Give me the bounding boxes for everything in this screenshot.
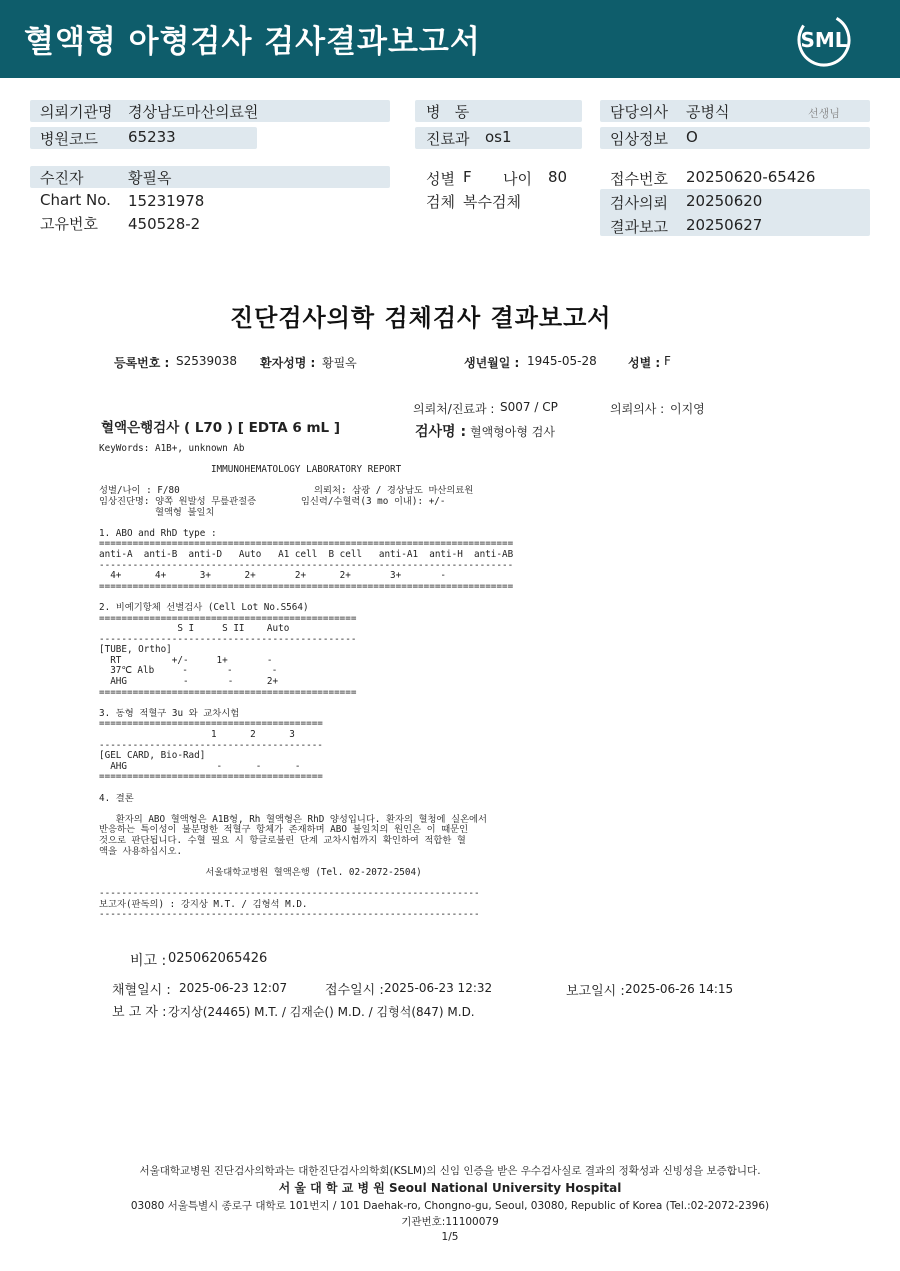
collect-label: 채혈일시 : [112,983,171,998]
remark-label: 비고 : [130,953,167,969]
test-code: 혈액은행검사 ( L70 ) [ EDTA 6 mL ] [101,420,341,436]
dob-label: 생년월일 : [464,356,520,370]
report-sex-label: 성별 : [628,356,661,370]
sex-label: 성별 [426,170,455,188]
dept-value: os1 [485,128,512,146]
uid-label: 고유번호 [40,215,98,233]
reported-value: 2025-06-26 14:15 [625,982,734,996]
report-label: 결과보고 [610,218,668,236]
doctor-suffix: 선생님 [808,107,840,120]
footer-address: 03080 서울특별시 종로구 대학로 101번지 / 101 Daehak-ro, Chongno-gu, Seoul, 03080, Republic of Korea (Tel.:02-2072-2396) [130,1200,770,1212]
report-sex-value: F [664,354,671,368]
reporter-value: 강지상(24465) M.T. / 김재순() M.D. / 김형석(847) M.D. [168,1005,475,1019]
age-label: 나이 [503,170,532,188]
report-value: 20250627 [686,216,763,234]
page-number: 1/5 [441,1231,459,1243]
specimen-value: 복수검체 [463,193,521,211]
institution-value: 경상남도마산의료원 [128,103,259,121]
reported-label: 보고일시 : [566,984,625,999]
reporter-label: 보 고 자 : [112,1005,167,1020]
specimen-label: 검체 [426,193,455,211]
dept-label: 진료과 [426,130,470,148]
footer-institution-number: 기관번호:11100079 [401,1216,499,1228]
hospital-code-value: 65233 [128,128,176,146]
request-label: 검사의뢰 [610,194,668,212]
footer-certification: 서울대학교병원 진단검사의학과는 대한진단검사의학회(KSLM)의 신임 인증을 받은 우수검사실로 결과의 정확성과 신빙성을 보증합니다. [139,1165,761,1177]
request-value: 20250620 [686,192,763,210]
test-name-value: 혈액형아형 검사 [470,425,555,439]
sml-logo [796,12,852,68]
uid-value: 450528-2 [128,215,201,233]
referral-label: 의뢰처/진료과 : [413,402,495,416]
doctor-label: 담당의사 [610,103,668,121]
age-value: 80 [548,168,568,186]
patient-label: 수진자 [40,169,84,187]
sex-value: F [463,168,472,186]
receipt-label: 접수번호 [610,170,668,188]
reg-label: 등록번호 : [114,356,170,370]
received-label: 접수일시 : [325,983,384,998]
ref-doctor-label: 의뢰의사 : [610,402,665,416]
patient-value: 황필옥 [128,169,172,187]
patient-row-bg [30,166,390,188]
doctor-value: 공병식 [686,103,730,121]
ref-doctor-value: 이지영 [670,402,705,416]
name-label: 환자성명 : [260,356,316,370]
dob-value: 1945-05-28 [527,354,597,368]
test-name-label: 검사명 : [415,424,467,440]
collect-value: 2025-06-23 12:07 [179,981,288,995]
ward-label: 병 동 [426,103,470,121]
clinical-label: 임상정보 [610,130,668,148]
page-title: 혈액형 아형검사 검사결과보고서 [24,24,481,60]
institution-label: 의뢰기관명 [40,103,113,121]
header-bar [0,0,900,78]
hospital-code-label: 병원코드 [40,130,98,148]
clinical-value: O [686,128,698,146]
chart-value: 15231978 [128,192,205,210]
chart-label: Chart No. [40,191,111,209]
name-value: 황필옥 [322,356,357,370]
logo-text: SML [800,28,848,52]
received-value: 2025-06-23 12:32 [384,981,493,995]
report-title: 진단검사의학 검체검사 결과보고서 [230,304,612,332]
referral-value: S007 / CP [500,400,558,414]
footer-hospital-name: 서 울 대 학 교 병 원 Seoul National University Hospital [278,1181,622,1195]
remark-value: 025062065426 [168,951,268,966]
reg-value: S2539038 [176,354,238,368]
lab-report-body: KeyWords: A1B+, unknown Ab IMMUNOHEMATOLOGY LABORATORY REPORT 성별/나이 : F/80 의뢰처: 삼광 / 경상남도 마산의료원 임상진단명: 양쪽 원발성 무릎관절증 임신력/수혈력(3 mo 이내): +/- 혈액형 불일치 1. ABO and RhD type : ========================================================================== anti-A anti-B anti-D Auto A1 cell B cell anti-A1 anti-H anti-AB -------------------------------------------------------------------------- 4+ 4+ 3+ 2+ 2+ 2+ 3+ - ========================================================================== 2. 비예기항체 선별검사 (Cell Lot No.S564) ============================================== S I S II Auto ---------------------------------------------- [TUBE, Ortho] RT +/- 1+ - 37℃ Alb - - - AHG - - 2+ ============================================== 3. 동형 적혈구 3u 와 교차시험 ======================================== 1 2 3 ---------------------------------------- [GEL CARD, Bio-Rad] AHG - - - ======================================== 4. 결론 환자의 ABO 혈액형은 A1B형, Rh 혈액형은 RhD 양성입니다. 환자의 혈청에 실온에서 반응하는 특이성이 불분명한 적혈구 항체가 존재하며 ABO 불일치의 원인은 이 때문인 것으로 판단됩니다. 수혈 필요 시 항글로불린 단계 교차시험까지 확인하여 적합한 혈 액을 사용하십시오. 서울대학교병원 혈액은행 (Tel. 02-2072-2504) -------------------------------------------------------------------- 보고자(판독의) : 강지상 M.T. / 김형석 M.D. -------------------------------------------------------------------- [99,443,514,921]
receipt-value: 20250620-65426 [686,168,816,186]
